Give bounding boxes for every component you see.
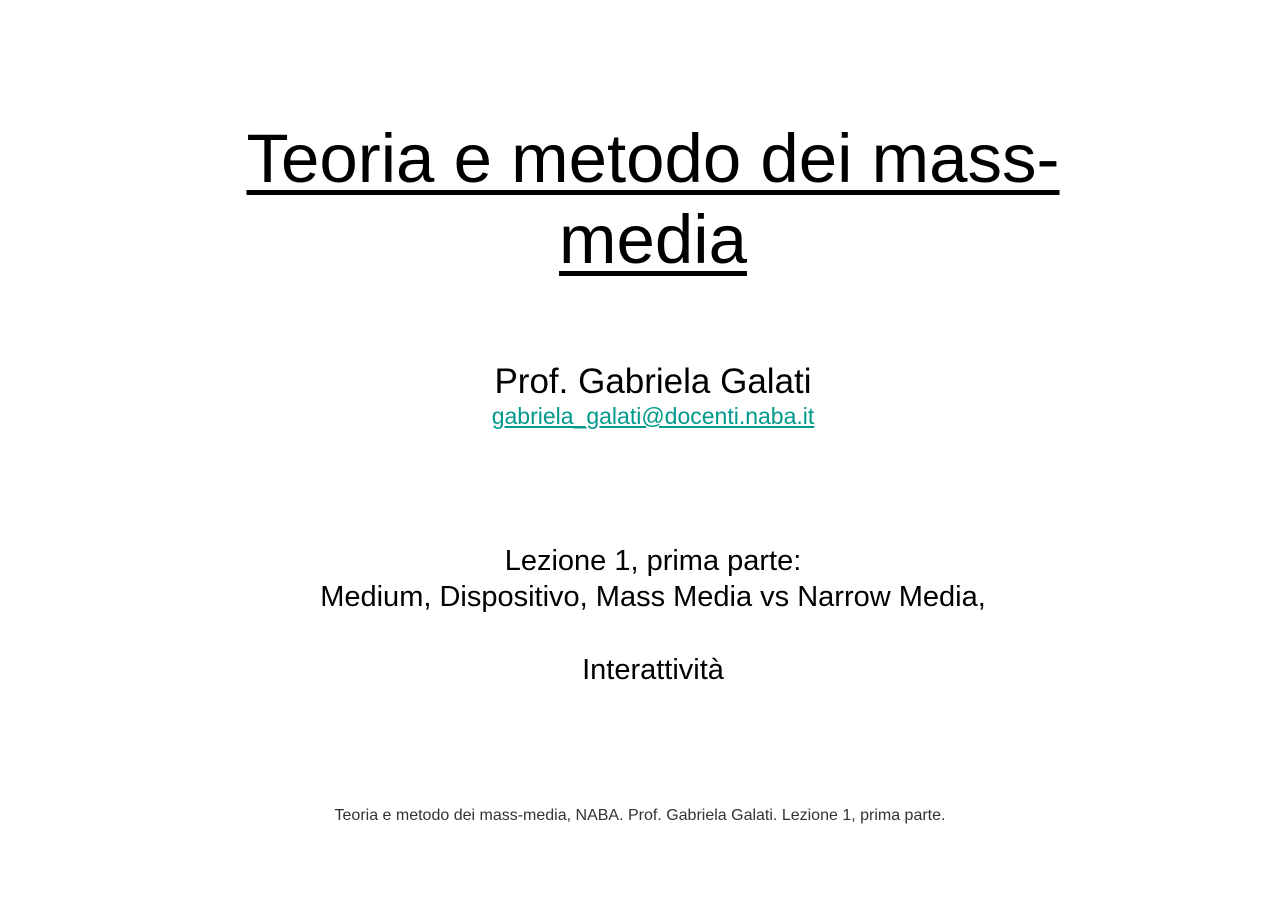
lesson-line-1: Lezione 1, prima parte: (504, 545, 802, 577)
lesson-line-2: Medium, Dispositivo, Mass Media vs Narrow Media, (320, 581, 986, 613)
email-line (0, 402, 1280, 430)
email-link[interactable]: gabriela_galati@docenti.naba.it (491, 403, 815, 429)
slide-footer: Teoria e metodo dei mass-media, NABA. Prof. Gabriela Galati. Lezione 1, prima parte. (334, 807, 946, 824)
lesson-line-3: Interattività (582, 654, 724, 686)
lesson-block (0, 543, 1280, 615)
slide-title: Teoria e metodo dei mass-media (246, 120, 1060, 278)
author-name: Prof. Gabriela Galati (494, 362, 812, 401)
